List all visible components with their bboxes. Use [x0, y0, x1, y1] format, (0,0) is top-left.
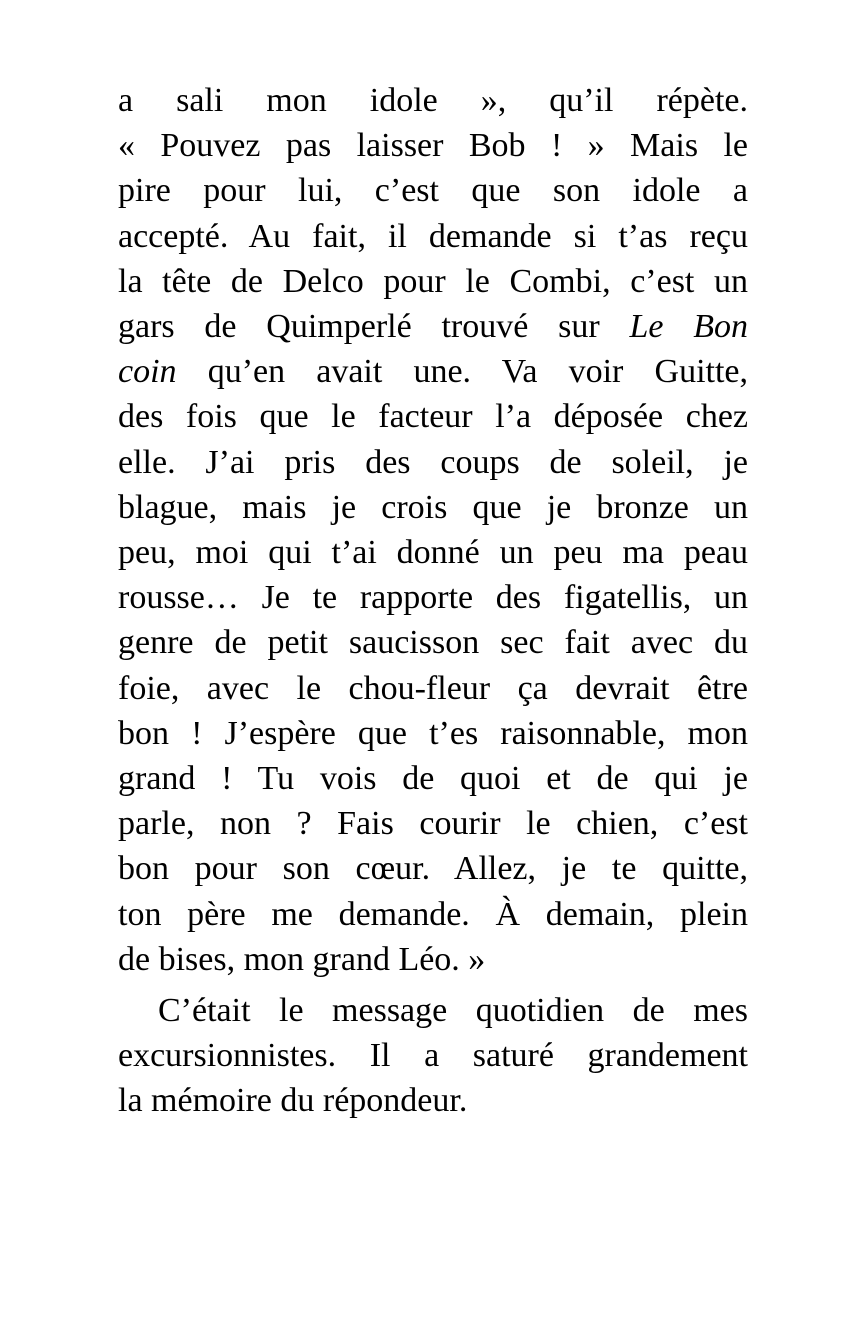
text-line — [118, 530, 748, 575]
book-page-text — [118, 78, 748, 1124]
text-line — [118, 937, 748, 982]
italic-text: Le Bon — [629, 308, 749, 346]
text-segment: accepté. Au fait, il demande si t’as reçu — [118, 217, 748, 255]
text-line — [118, 801, 748, 846]
text-segment: bon ! J’espère que t’es raisonnable, mon — [118, 714, 748, 752]
text-line — [118, 440, 748, 485]
text-segment: qu’en avait une. Va voir Guitte, — [176, 353, 748, 391]
text-segment: blague, mais je crois que je bronze un — [118, 488, 748, 526]
text-line — [118, 349, 748, 394]
text-segment: elle. J’ai pris des coups de soleil, je — [118, 443, 748, 481]
text-segment: foie, avec le chou-fleur ça devrait être — [118, 669, 748, 707]
text-segment: la mémoire du répondeur. — [118, 1082, 468, 1120]
text-line — [118, 304, 748, 349]
text-segment: gars de Quimperlé trouvé sur — [118, 308, 630, 346]
text-line — [118, 1078, 748, 1123]
text-segment: de bises, mon grand Léo. » — [118, 940, 486, 978]
text-line — [118, 756, 748, 801]
text-segment: parle, non ? Fais courir le chien, c’est — [118, 805, 748, 843]
text-segment: des fois que le facteur l’a déposée chez — [118, 398, 748, 436]
text-line — [118, 620, 748, 665]
text-line — [118, 1033, 748, 1078]
text-segment: rousse… Je te rapporte des figatellis, un — [118, 579, 748, 617]
text-line — [118, 485, 748, 530]
text-line — [118, 846, 748, 891]
text-line — [118, 78, 748, 123]
text-segment: C’était le message quotidien de mes — [158, 992, 748, 1030]
text-segment: a sali mon idole », qu’il répète. — [118, 82, 748, 119]
text-line — [118, 168, 748, 213]
text-segment: peu, moi qui t’ai donné un peu ma peau — [118, 534, 748, 572]
text-segment: grand ! Tu vois de quoi et de qui je — [118, 760, 748, 798]
text-line — [118, 988, 748, 1033]
text-line — [118, 892, 748, 937]
italic-text: coin — [118, 353, 177, 391]
text-segment: pire pour lui, c’est que son idole a — [118, 172, 748, 210]
text-line — [118, 394, 748, 439]
text-segment: la tête de Delco pour le Combi, c’est un — [118, 262, 748, 300]
text-segment: « Pouvez pas laisser Bob ! » Mais le — [118, 127, 748, 165]
text-line — [118, 711, 748, 756]
text-line — [118, 123, 748, 168]
paragraph — [118, 988, 748, 1124]
text-segment: genre de petit saucisson sec fait avec du — [118, 624, 748, 662]
text-line — [118, 666, 748, 711]
text-segment: bon pour son cœur. Allez, je te quitte, — [118, 850, 748, 888]
text-line — [118, 214, 748, 259]
text-line — [118, 575, 748, 620]
text-segment: excursionnistes. Il a saturé grandement — [118, 1037, 748, 1075]
text-line — [118, 259, 748, 304]
text-segment: ton père me demande. À demain, plein — [118, 895, 748, 933]
paragraph — [118, 78, 748, 982]
